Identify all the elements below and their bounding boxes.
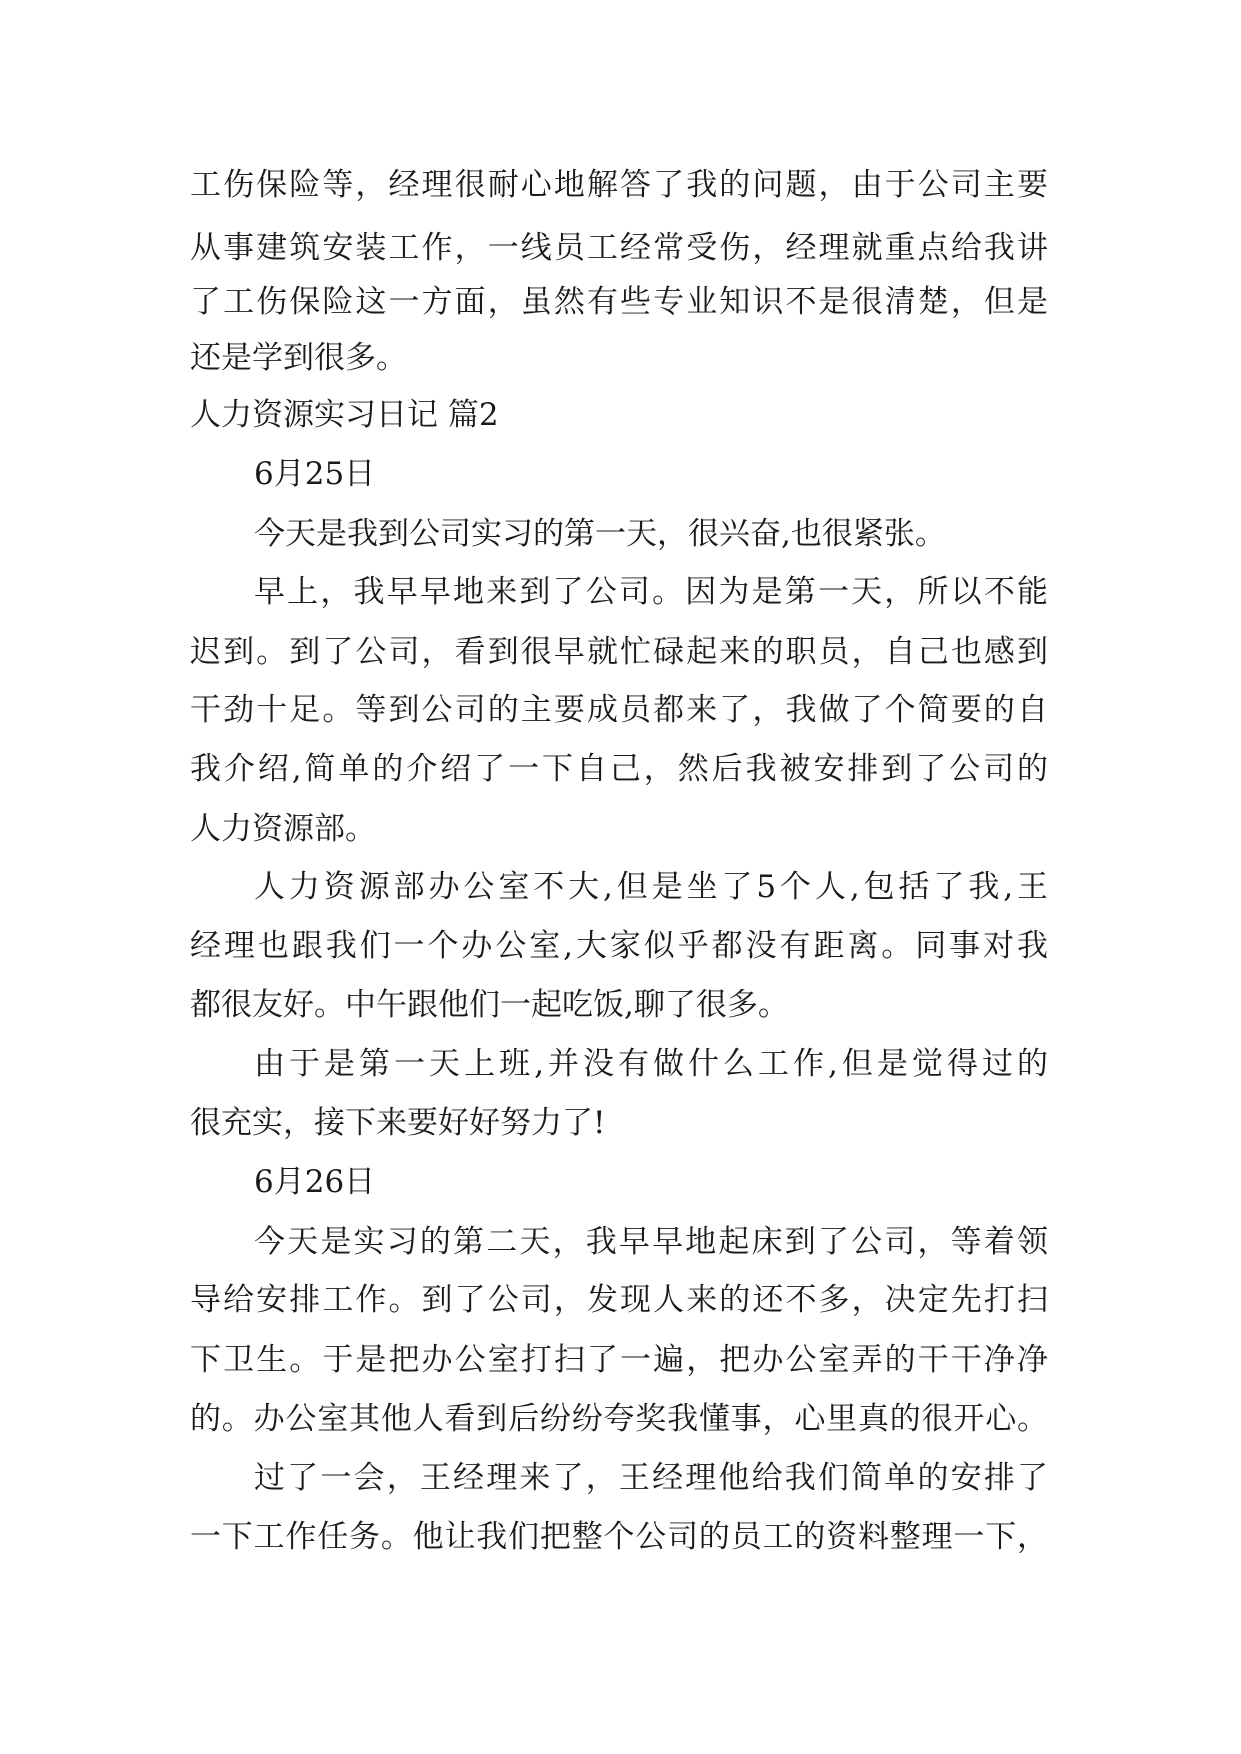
paragraph-line: 我介绍,简单的介绍了一下自己，然后我被安排到了公司的 — [190, 751, 1048, 787]
paragraph-line: 经理也跟我们一个办公室,大家似乎都没有距离。同事对我 — [190, 928, 1048, 964]
paragraph-line: 人力资源部。 — [190, 811, 376, 847]
paragraph-line: 导给安排工作。到了公司，发现人来的还不多，决定先打扫 — [190, 1282, 1048, 1318]
paragraph-line: 过了一会，王经理来了，王经理他给我们简单的安排了 — [254, 1460, 1048, 1496]
paragraph-line: 一下工作任务。他让我们把整个公司的员工的资料整理一下， — [190, 1519, 1048, 1555]
paragraph-line: 干劲十足。等到公司的主要成员都来了，我做了个简要的自 — [190, 692, 1048, 728]
paragraph-line: 工伤保险等，经理很耐心地解答了我的问题，由于公司主要 — [190, 167, 1048, 203]
paragraph-line: 早上，我早早地来到了公司。因为是第一天，所以不能 — [254, 574, 1048, 610]
paragraph-line: 迟到。到了公司，看到很早就忙碌起来的职员，自己也感到 — [190, 634, 1048, 670]
paragraph-line: 从事建筑安装工作，一线员工经常受伤，经理就重点给我讲 — [190, 230, 1048, 266]
paragraph-line: 的。办公室其他人看到后纷纷夸奖我懂事，心里真的很开心。 — [190, 1401, 1048, 1437]
paragraph-line: 还是学到很多。 — [190, 340, 407, 376]
section-heading: 人力资源实习日记 篇2 — [190, 397, 499, 433]
paragraph-line: 人力资源部办公室不大,但是坐了5个人,包括了我,王 — [254, 869, 1048, 905]
paragraph-line: 都很友好。中午跟他们一起吃饭,聊了很多。 — [190, 987, 789, 1023]
paragraph-line: 今天是我到公司实习的第一天，很兴奋,也很紧张。 — [254, 516, 946, 552]
paragraph-line: 今天是实习的第二天，我早早地起床到了公司，等着领 — [254, 1224, 1048, 1260]
paragraph-line: 下卫生。于是把办公室打扫了一遍，把办公室弄的干干净净 — [190, 1342, 1048, 1378]
paragraph-line: 很充实，接下来要好好努力了! — [190, 1105, 606, 1141]
date-heading: 6月25日 — [254, 456, 376, 492]
paragraph-line: 了工伤保险这一方面，虽然有些专业知识不是很清楚，但是 — [190, 284, 1048, 320]
paragraph-line: 由于是第一天上班,并没有做什么工作,但是觉得过的 — [254, 1046, 1048, 1082]
date-heading: 6月26日 — [254, 1164, 376, 1200]
